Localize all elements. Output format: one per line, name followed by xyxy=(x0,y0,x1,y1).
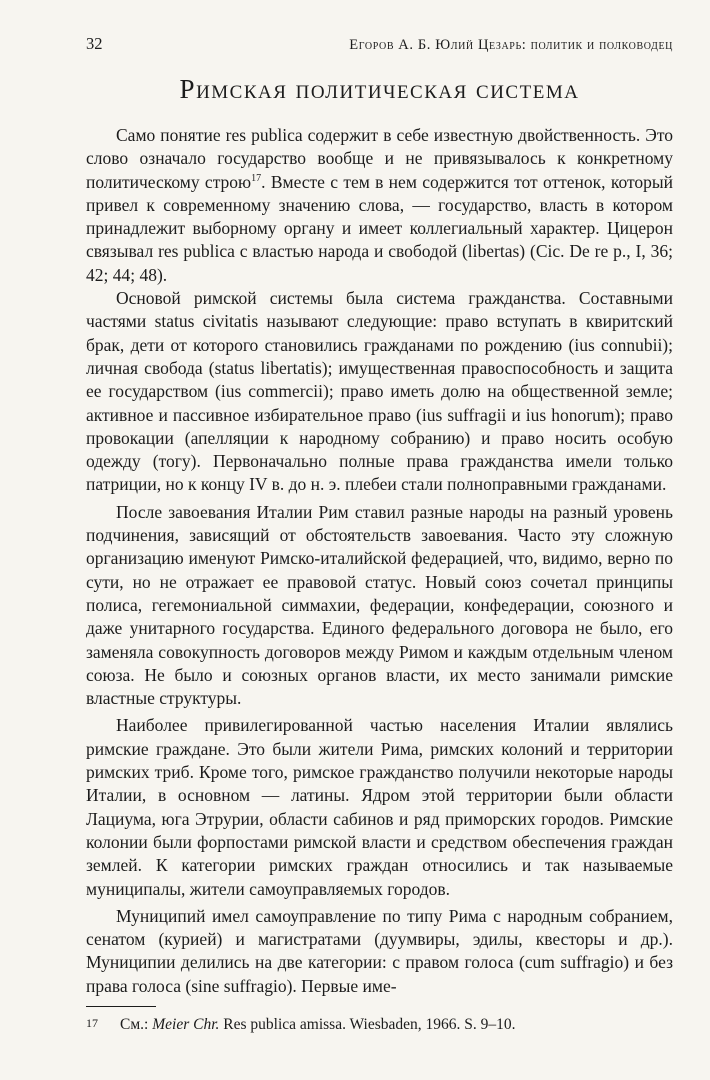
footnote-ref: 17 xyxy=(251,172,262,184)
paragraph-2: Основой римской системы была система гражданства. Составными частями status civitatis называют следующие: право вступать в квиритский брак, дети от которого становились гражданами по рождению (ius connubii); личная свобода (status libertatis); имущественная правоспособность и защита ее государством (ius commercii); право иметь долю на общественной земле; активное и пассивное избирательное право (ius suffragii и ius honorum); право провокации (апелляции к народному собранию) и право носить особую одежду (тогу). Первоначально полные права гражданства имели только патриции, но к концу IV в. до н. э. плебеи стали полноправными гражданами. xyxy=(86,288,673,495)
paragraph-5: Муниципий имел самоуправление по типу Рима с народным собранием, сенатом (курией) и магистратами (дуумвиры, эдилы, квесторы и др.). Муниципии делились на две категории: с правом голоса (cum suffragio) и без права голоса (sine suffragio). Первые име- xyxy=(86,905,673,996)
paragraph-1-text-before: Само понятие res publica содержит в себе известную двойственность. Это слово означало государство вообще и не привязывалось к конкретному политическому строю xyxy=(86,125,673,192)
paragraph-3: После завоевания Италии Рим ставил разные народы на разный уровень подчинения, зависящий от обстоятельств завоевания. Часто эту сложную организацию именуют Римско-италийской федерацией, что, видимо, верно по сути, но не отражает ее правовой статус. Новый союз сочетал принципы полиса, гегемониальной симмахии, федерации, конфедерации, союзного и даже унитарного государства. Единого федерального договора не было, его заменяла совокупность договоров между Римом и каждым отдельным членом союза. Не было и союзных органов власти, их место занимали римские властные структуры. xyxy=(86,501,673,709)
running-head: Егоров А. Б. Юлий Цезарь: политик и полководец xyxy=(349,37,673,53)
body-text xyxy=(86,124,673,998)
paragraph-4: Наиболее привилегированной частью населения Италии являлись римские граждане. Это были жители Рима, римских колоний и территории римских триб. Кроме того, римское гражданство получили некоторые народы Италии, в основном — латины. Ядром этой территории были области Лациума, юга Этрурии, области сабинов и ряд приморских городов. Римские колонии были форпостами римской власти и средством обеспечения граждан землей. К категории римских граждан относились и так называемые муниципалы, жители самоуправляемых городов. xyxy=(86,715,673,899)
footnote-text xyxy=(120,1016,516,1034)
paragraph-1 xyxy=(86,124,673,287)
paragraph-1-text-after: . Вместе с тем в нем содержится тот оттенок, который привел к современному значению слова, — государство, власть в котором принадлежит выборному органу и имеет коллегиальный характер. Цицерон связывал res publica с властью народа и свободой (libertas) (Cic. De re p., I, 36; 42; 44; 48). xyxy=(86,171,674,285)
page-header xyxy=(86,34,673,58)
footnote-number: 17 xyxy=(86,1016,98,1030)
footnote-prefix: См.: xyxy=(120,1016,153,1033)
footnote-divider xyxy=(86,1006,156,1007)
footnote-citation: Res publica amissa. Wiesbaden, 1966. S. 9–10. xyxy=(219,1016,516,1033)
footnote-author: Meier Chr. xyxy=(152,1016,220,1033)
section-title: Римская политическая система xyxy=(179,74,580,104)
page-number: 32 xyxy=(86,34,103,53)
footnote xyxy=(86,1016,673,1034)
